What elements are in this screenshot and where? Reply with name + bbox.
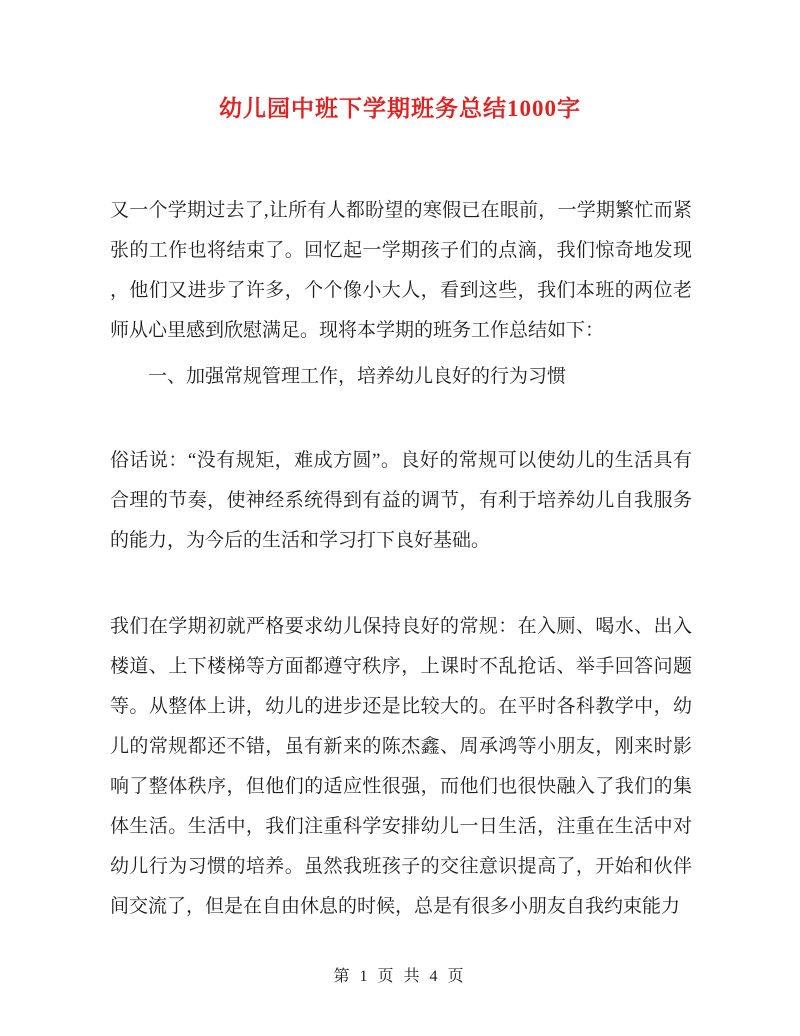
paragraph-rules-importance: 俗话说：“没有规矩，难成方圆”。良好的常规可以使幼儿的生活具有合理的节奏，使神经系统得到有益的调节，有利于培养幼儿自我服务的能力，为今后的生活和学习打下良好基础。 [110,450,692,551]
section-heading: 一、加强常规管理工作，培养幼儿良好的行为习惯 [148,366,567,387]
paragraph-routine-management: 我们在学期初就严格要求幼儿保持良好的常规：在入厕、喝水、出入楼道、上下楼梯等方面都遵守秩序，上课时不乱抢话、举手回答问题等。从整体上讲，幼儿的进步还是比较大的。在平时各科教学中，幼儿的常规都还不错，虽有新来的陈杰鑫、周承鸿等小朋友，刚来时影响了整体秩序，但他们的适应性很强，而他们也很快融入了我们的集体生活。生活中，我们注重科学安排幼儿一日生活，注重在生活中对幼儿行为习惯的培养。虽然我班孩子的交往意识提高了，开始和伙伴间交流了，但是在自由休息的时候，总是有很多小朋友自我约束能力 [110,616,692,917]
page-footer: 第 1 页 共 4 页 [333,968,467,985]
document-title: 幼儿园中班下学期班务总结1000字 [219,96,581,121]
paragraph-intro: 又一个学期过去了,让所有人都盼望的寒假已在眼前，一学期繁忙而紧张的工作也将结束了。回忆起一学期孩子们的点滴，我们惊奇地发现，他们又进步了许多，个个像小大人，看到这些，我们本班的两位老师从心里感到欣慰满足。现将本学期的班务工作总结如下： [110,200,692,341]
document-body [110,191,692,927]
